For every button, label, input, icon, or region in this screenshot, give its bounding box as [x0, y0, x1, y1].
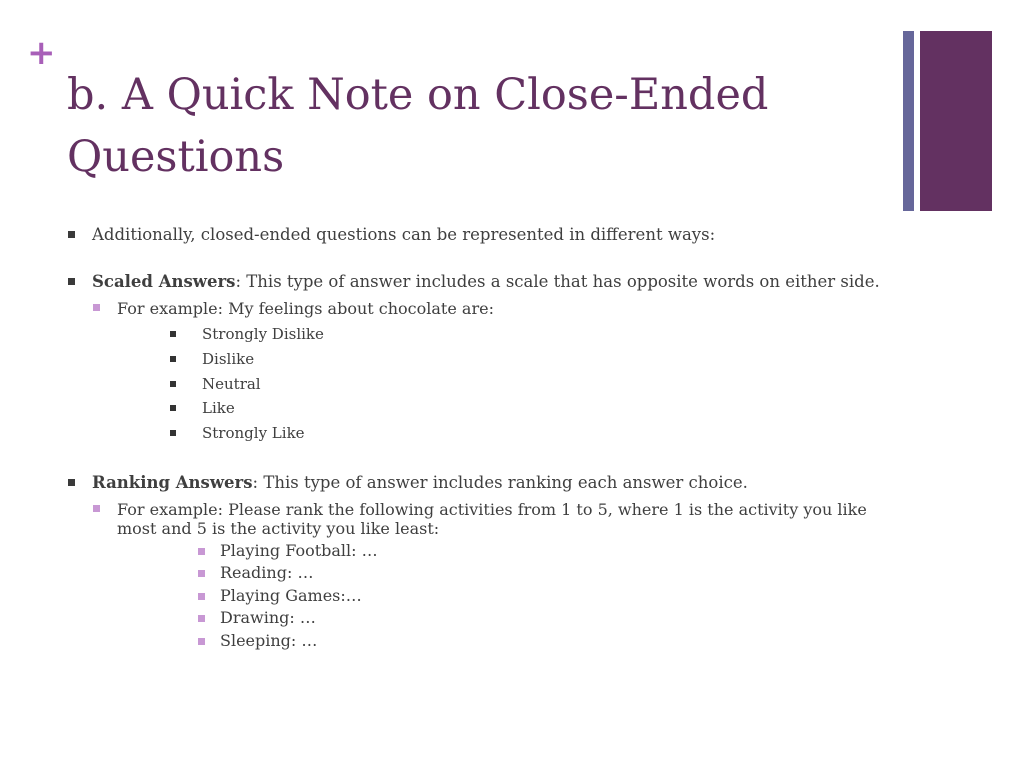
scaled-option-label: Strongly Dislike — [202, 325, 324, 343]
scaled-example-text: For example: My feelings about chocolate are: — [117, 299, 494, 318]
scaled-option — [170, 372, 898, 397]
bullet-square-icon — [198, 570, 205, 577]
ranking-option — [198, 630, 898, 652]
decorative-bar-thick — [920, 31, 992, 211]
bullet-square-icon — [170, 405, 176, 411]
ranking-answers-text: : This type of answer includes ranking each answer choice. — [252, 472, 748, 492]
slide-content — [68, 225, 898, 652]
scaled-example — [93, 299, 898, 318]
bullet-square-icon — [198, 593, 205, 600]
ranking-option — [198, 585, 898, 607]
scaled-option-label: Dislike — [202, 349, 255, 368]
decorative-bar-thin — [903, 31, 914, 211]
bullet-intro — [68, 225, 898, 245]
scaled-option — [170, 322, 898, 347]
bullet-square-icon — [170, 356, 176, 362]
slide-title-line1: b. A Quick Note on Close-Ended — [67, 70, 769, 120]
bullet-square-icon — [198, 638, 205, 645]
ranking-example — [93, 500, 898, 538]
ranking-option-label: Reading: … — [220, 563, 314, 583]
scaled-options-list — [68, 322, 898, 446]
ranking-answers-label: Ranking Answers — [92, 472, 253, 492]
scaled-option-label: Strongly Like — [202, 424, 305, 443]
plus-icon: + — [27, 33, 56, 73]
bullet-square-icon — [68, 231, 75, 238]
scaled-option — [170, 421, 898, 446]
slide-title — [67, 64, 887, 188]
ranking-options-list — [68, 540, 898, 652]
ranking-option-label: Sleeping: … — [220, 630, 318, 650]
bullet-square-icon — [68, 479, 75, 486]
ranking-option — [198, 562, 898, 584]
bullet-square-icon — [170, 331, 176, 337]
bullet-square-icon — [170, 381, 176, 387]
scaled-option — [170, 347, 898, 372]
bullet-intro-text: Additionally, closed-ended questions can be represented in different ways: — [92, 225, 716, 244]
ranking-example-text: For example: Please rank the following activities from 1 to 5, where 1 is the activity you like most and 5 is the activity you like least: — [117, 499, 867, 538]
bullet-square-icon — [93, 304, 100, 311]
bullet-square-icon — [198, 615, 205, 622]
scaled-option — [170, 396, 898, 421]
slide-title-line2: Questions — [67, 132, 285, 182]
ranking-option-label: Playing Football: … — [220, 540, 378, 560]
bullet-square-icon — [93, 505, 100, 512]
ranking-option — [198, 607, 898, 629]
scaled-option-label: Neutral — [202, 374, 261, 393]
bullet-scaled-answers — [68, 272, 898, 292]
bullet-square-icon — [198, 548, 205, 555]
ranking-option-label: Playing Games:… — [220, 585, 362, 605]
scaled-answers-text: : This type of answer includes a scale that has opposite words on either side. — [235, 272, 880, 291]
bullet-square-icon — [170, 430, 176, 436]
scaled-answers-label: Scaled Answers — [92, 272, 236, 291]
scaled-option-label: Like — [202, 399, 235, 418]
ranking-option — [198, 540, 898, 562]
ranking-option-label: Drawing: … — [220, 608, 316, 628]
bullet-square-icon — [68, 278, 75, 285]
bullet-ranking-answers — [68, 473, 898, 493]
